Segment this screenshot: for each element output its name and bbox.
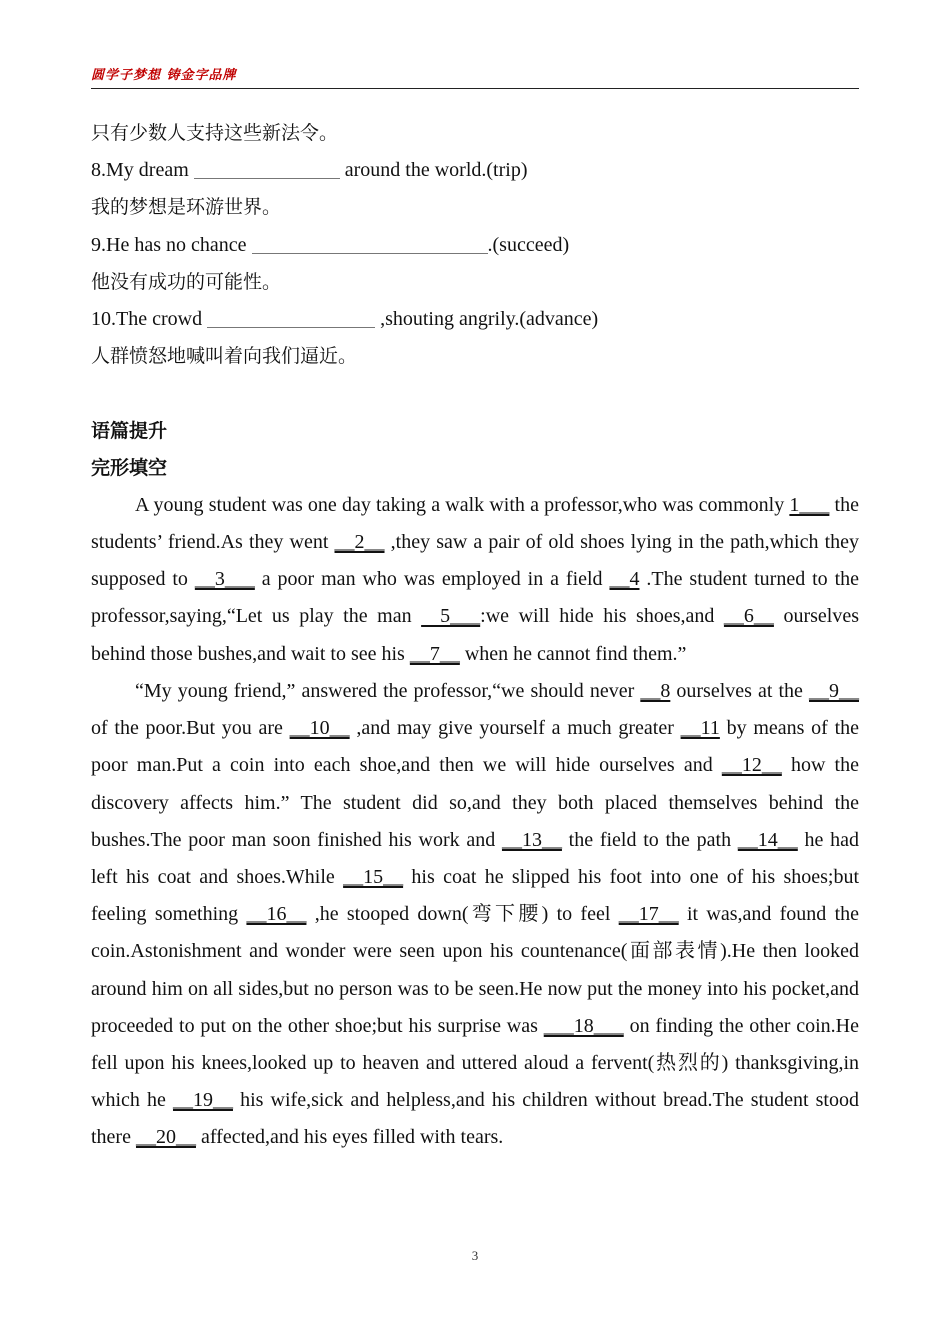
- passage-text: ourselves at the: [670, 679, 809, 702]
- page-number: 3: [471, 1248, 479, 1263]
- cloze-blank[interactable]: __20__: [135, 1126, 196, 1149]
- cloze-blank[interactable]: __11: [680, 717, 720, 740]
- passage-text: ourselves behind those bushes,and wait to see his: [91, 605, 859, 665]
- cloze-blank[interactable]: __15__: [343, 865, 404, 888]
- cloze-blank[interactable]: __2__: [334, 531, 385, 554]
- cloze-blank[interactable]: __7__: [409, 642, 460, 665]
- passage-text: the students’ friend.As they went: [91, 493, 859, 554]
- passage-text: by means of the poor man.Put a coin into each shoe,and then we will hide ourselves and: [91, 717, 859, 777]
- passage-text: ,they saw a pair of old shoes lying in the path,which they supposed to: [91, 531, 859, 591]
- document-body: [91, 115, 859, 1157]
- question-10-prefix: 10.The crowd: [91, 307, 208, 330]
- question-10: [91, 301, 859, 338]
- passage-text: a poor man who was employed in a field: [254, 568, 610, 591]
- passage-text: “My young friend,” answered the professor,“we should never: [135, 679, 641, 702]
- translation-8: 我的梦想是环游世界。: [91, 196, 282, 219]
- passage-paragraph-2: [91, 673, 859, 1157]
- cloze-passage: [91, 487, 859, 1157]
- subsection-title: 完形填空: [91, 456, 168, 479]
- cloze-blank[interactable]: __6__: [723, 605, 774, 628]
- question-9-suffix: .(succeed): [487, 233, 570, 256]
- passage-text: on finding the other coin.He fell upon his knees,looked up to heaven and uttered aloud a fervent(热烈的) thanksgiving,in which he: [91, 1014, 859, 1112]
- cloze-blank[interactable]: __16__: [246, 903, 307, 926]
- translation-9: 他没有成功的可能性。: [91, 270, 282, 293]
- spacer: [91, 375, 859, 412]
- cloze-blank[interactable]: 5___: [421, 605, 481, 628]
- passage-text: of the poor.But you are: [91, 717, 290, 740]
- passage-text: his coat he slipped his foot into one of his shoes;but feeling something: [91, 865, 859, 926]
- cloze-blank[interactable]: __13__: [501, 828, 562, 851]
- passage-text: :we will hide his shoes,and: [480, 605, 724, 628]
- passage-paragraph-1: [91, 487, 859, 673]
- cloze-blank[interactable]: ___18___: [543, 1014, 624, 1037]
- passage-text: when he cannot find them.”: [459, 642, 687, 665]
- passage-text: ,and may give yourself a much greater: [349, 717, 681, 740]
- passage-text: affected,and his eyes filled with tears.: [195, 1126, 504, 1149]
- passage-text: it was,and found the coin.Astonishment and wonder were seen upon his countenance(面部表情).He then looked around him on all sides,but no person was to be seen.He now put the money into his pocket,and proceeded to put on the other shoe;but his surprise was: [91, 903, 860, 1037]
- page-header: [91, 66, 859, 89]
- answer-blank-9[interactable]: [252, 231, 488, 254]
- passage-text: how the discovery affects him.” The student did so,and they both placed themselves behind the bushes.The poor man soon finished his work and: [91, 754, 859, 851]
- cloze-blank[interactable]: __17__: [618, 903, 679, 926]
- translation-10: 人群愤怒地喊叫着向我们逼近。: [91, 345, 358, 368]
- question-9: [91, 227, 859, 264]
- passage-text: .The student turned to the professor,saying,“Let us play the man: [91, 568, 860, 628]
- cloze-blank[interactable]: __4: [609, 568, 640, 591]
- cloze-blank[interactable]: __3___: [194, 568, 255, 591]
- passage-text: he had left his coat and shoes.While: [91, 828, 859, 888]
- cloze-blank[interactable]: __14__: [737, 828, 798, 851]
- question-8: [91, 152, 859, 189]
- passage-text: his wife,sick and helpless,and his children without bread.The student stood there: [91, 1089, 859, 1149]
- section-title: 语篇提升: [91, 419, 168, 442]
- passage-text: the field to the path: [561, 828, 738, 851]
- passage-text: A young student was one day taking a walk with a professor,who was commonly: [135, 493, 790, 516]
- cloze-blank[interactable]: __10__: [289, 717, 350, 740]
- question-9-prefix: 9.He has no chance: [91, 233, 252, 256]
- translation-7: 只有少数人支持这些新法令。: [91, 122, 339, 144]
- cloze-blank[interactable]: __19__: [172, 1089, 233, 1112]
- cloze-blank[interactable]: 1___: [789, 493, 830, 516]
- cloze-blank[interactable]: __8: [640, 679, 671, 702]
- question-8-suffix: around the world.(trip): [339, 159, 528, 182]
- question-10-suffix: ,shouting angrily.(advance): [375, 307, 599, 330]
- passage-text: ,he stooped down(弯下腰) to feel: [306, 903, 619, 926]
- header-slogan: 圆学子梦想 铸金字品牌: [91, 68, 237, 83]
- answer-blank-8[interactable]: [194, 156, 340, 179]
- cloze-blank[interactable]: __9__: [809, 679, 859, 702]
- answer-blank-10[interactable]: [207, 305, 375, 328]
- cloze-blank[interactable]: __12__: [721, 754, 782, 777]
- question-8-prefix: 8.My dream: [91, 159, 194, 182]
